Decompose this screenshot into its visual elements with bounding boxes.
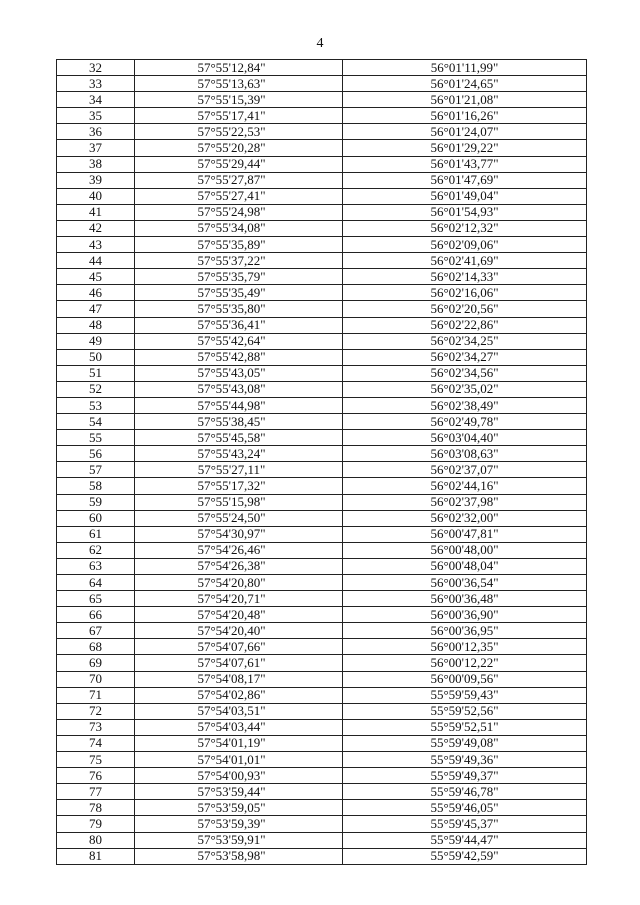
latitude-cell: 57°53'58,98" — [135, 848, 343, 864]
table-row — [57, 639, 587, 655]
point-number-cell: 66 — [57, 607, 135, 623]
point-number-cell: 81 — [57, 848, 135, 864]
point-number-cell: 72 — [57, 703, 135, 719]
longitude-cell: 56°02'49,78" — [343, 414, 587, 430]
latitude-cell: 57°54'20,80" — [135, 575, 343, 591]
point-number-cell: 50 — [57, 349, 135, 365]
longitude-cell: 56°00'36,48" — [343, 591, 587, 607]
latitude-cell: 57°55'34,08" — [135, 220, 343, 236]
point-number-cell: 60 — [57, 510, 135, 526]
point-number-cell: 76 — [57, 768, 135, 784]
longitude-cell: 56°00'36,90" — [343, 607, 587, 623]
point-number-cell: 57 — [57, 462, 135, 478]
table-row — [57, 526, 587, 542]
longitude-cell: 56°01'21,08" — [343, 92, 587, 108]
table-row — [57, 301, 587, 317]
longitude-cell: 56°00'48,00" — [343, 542, 587, 558]
point-number-cell: 67 — [57, 623, 135, 639]
point-number-cell: 63 — [57, 558, 135, 574]
longitude-cell: 56°02'22,86" — [343, 317, 587, 333]
table-row — [57, 414, 587, 430]
longitude-cell: 55°59'42,59" — [343, 848, 587, 864]
point-number-cell: 49 — [57, 333, 135, 349]
table-row — [57, 172, 587, 188]
table-row — [57, 269, 587, 285]
longitude-cell: 56°03'04,40" — [343, 430, 587, 446]
point-number-cell: 70 — [57, 671, 135, 687]
latitude-cell: 57°55'22,53" — [135, 124, 343, 140]
latitude-cell: 57°55'42,88" — [135, 349, 343, 365]
point-number-cell: 51 — [57, 365, 135, 381]
latitude-cell: 57°55'15,39" — [135, 92, 343, 108]
longitude-cell: 56°02'37,07" — [343, 462, 587, 478]
table-row — [57, 220, 587, 236]
table-row — [57, 494, 587, 510]
coordinates-table-body — [57, 60, 587, 865]
table-row — [57, 92, 587, 108]
latitude-cell: 57°55'35,49" — [135, 285, 343, 301]
longitude-cell: 56°01'47,69" — [343, 172, 587, 188]
table-row — [57, 510, 587, 526]
longitude-cell: 55°59'59,43" — [343, 687, 587, 703]
table-row — [57, 60, 587, 76]
table-row — [57, 591, 587, 607]
longitude-cell: 56°01'43,77" — [343, 156, 587, 172]
point-number-cell: 53 — [57, 397, 135, 413]
point-number-cell: 46 — [57, 285, 135, 301]
point-number-cell: 58 — [57, 478, 135, 494]
longitude-cell: 56°02'12,32" — [343, 220, 587, 236]
page-number: 4 — [316, 36, 324, 51]
table-row — [57, 204, 587, 220]
table-row — [57, 687, 587, 703]
point-number-cell: 39 — [57, 172, 135, 188]
longitude-cell: 55°59'49,37" — [343, 768, 587, 784]
point-number-cell: 80 — [57, 832, 135, 848]
point-number-cell: 64 — [57, 575, 135, 591]
table-row — [57, 253, 587, 269]
longitude-cell: 56°01'54,93" — [343, 204, 587, 220]
point-number-cell: 47 — [57, 301, 135, 317]
table-row — [57, 76, 587, 92]
latitude-cell: 57°55'24,50" — [135, 510, 343, 526]
table-row — [57, 108, 587, 124]
point-number-cell: 78 — [57, 800, 135, 816]
table-row — [57, 237, 587, 253]
longitude-cell: 56°02'20,56" — [343, 301, 587, 317]
latitude-cell: 57°55'43,08" — [135, 381, 343, 397]
latitude-cell: 57°55'17,32" — [135, 478, 343, 494]
latitude-cell: 57°54'07,66" — [135, 639, 343, 655]
table-row — [57, 832, 587, 848]
longitude-cell: 55°59'52,56" — [343, 703, 587, 719]
point-number-cell: 74 — [57, 735, 135, 751]
latitude-cell: 57°54'26,46" — [135, 542, 343, 558]
latitude-cell: 57°55'27,11" — [135, 462, 343, 478]
latitude-cell: 57°54'02,86" — [135, 687, 343, 703]
longitude-cell: 55°59'44,47" — [343, 832, 587, 848]
latitude-cell: 57°54'03,44" — [135, 719, 343, 735]
point-number-cell: 42 — [57, 220, 135, 236]
latitude-cell: 57°55'35,80" — [135, 301, 343, 317]
table-row — [57, 655, 587, 671]
point-number-cell: 69 — [57, 655, 135, 671]
table-row — [57, 478, 587, 494]
point-number-cell: 71 — [57, 687, 135, 703]
longitude-cell: 55°59'46,05" — [343, 800, 587, 816]
latitude-cell: 57°54'26,38" — [135, 558, 343, 574]
latitude-cell: 57°54'08,17" — [135, 671, 343, 687]
longitude-cell: 56°02'34,56" — [343, 365, 587, 381]
point-number-cell: 38 — [57, 156, 135, 172]
latitude-cell: 57°54'03,51" — [135, 703, 343, 719]
point-number-cell: 65 — [57, 591, 135, 607]
latitude-cell: 57°55'27,87" — [135, 172, 343, 188]
point-number-cell: 77 — [57, 784, 135, 800]
latitude-cell: 57°54'01,01" — [135, 752, 343, 768]
latitude-cell: 57°55'45,58" — [135, 430, 343, 446]
latitude-cell: 57°54'20,40" — [135, 623, 343, 639]
longitude-cell: 56°00'36,95" — [343, 623, 587, 639]
latitude-cell: 57°54'30,97" — [135, 526, 343, 542]
point-number-cell: 61 — [57, 526, 135, 542]
longitude-cell: 56°02'41,69" — [343, 253, 587, 269]
table-row — [57, 349, 587, 365]
longitude-cell: 56°00'12,22" — [343, 655, 587, 671]
latitude-cell: 57°54'20,71" — [135, 591, 343, 607]
table-row — [57, 848, 587, 864]
point-number-cell: 41 — [57, 204, 135, 220]
point-number-cell: 73 — [57, 719, 135, 735]
point-number-cell: 44 — [57, 253, 135, 269]
point-number-cell: 68 — [57, 639, 135, 655]
table-row — [57, 446, 587, 462]
latitude-cell: 57°55'44,98" — [135, 397, 343, 413]
point-number-cell: 55 — [57, 430, 135, 446]
point-number-cell: 48 — [57, 317, 135, 333]
latitude-cell: 57°54'01,19" — [135, 735, 343, 751]
table-row — [57, 285, 587, 301]
longitude-cell: 56°02'34,25" — [343, 333, 587, 349]
latitude-cell: 57°55'43,24" — [135, 446, 343, 462]
longitude-cell: 56°02'14,33" — [343, 269, 587, 285]
point-number-cell: 54 — [57, 414, 135, 430]
longitude-cell: 56°00'48,04" — [343, 558, 587, 574]
latitude-cell: 57°53'59,05" — [135, 800, 343, 816]
longitude-cell: 56°00'09,56" — [343, 671, 587, 687]
point-number-cell: 75 — [57, 752, 135, 768]
latitude-cell: 57°53'59,91" — [135, 832, 343, 848]
table-row — [57, 317, 587, 333]
latitude-cell: 57°55'35,89" — [135, 237, 343, 253]
latitude-cell: 57°53'59,44" — [135, 784, 343, 800]
table-row — [57, 607, 587, 623]
point-number-cell: 36 — [57, 124, 135, 140]
table-row — [57, 381, 587, 397]
table-row — [57, 735, 587, 751]
longitude-cell: 55°59'52,51" — [343, 719, 587, 735]
latitude-cell: 57°55'12,84" — [135, 60, 343, 76]
point-number-cell: 34 — [57, 92, 135, 108]
point-number-cell: 33 — [57, 76, 135, 92]
longitude-cell: 56°00'47,81" — [343, 526, 587, 542]
table-row — [57, 784, 587, 800]
longitude-cell: 55°59'46,78" — [343, 784, 587, 800]
longitude-cell: 56°01'11,99" — [343, 60, 587, 76]
table-row — [57, 671, 587, 687]
latitude-cell: 57°55'29,44" — [135, 156, 343, 172]
table-row — [57, 752, 587, 768]
table-row — [57, 558, 587, 574]
point-number-cell: 45 — [57, 269, 135, 285]
point-number-cell: 56 — [57, 446, 135, 462]
point-number-cell: 40 — [57, 188, 135, 204]
latitude-cell: 57°55'38,45" — [135, 414, 343, 430]
latitude-cell: 57°55'27,41" — [135, 188, 343, 204]
table-row — [57, 768, 587, 784]
point-number-cell: 52 — [57, 381, 135, 397]
point-number-cell: 32 — [57, 60, 135, 76]
latitude-cell: 57°55'42,64" — [135, 333, 343, 349]
longitude-cell: 56°02'34,27" — [343, 349, 587, 365]
table-row — [57, 140, 587, 156]
table-row — [57, 703, 587, 719]
longitude-cell: 56°01'24,07" — [343, 124, 587, 140]
coordinates-table — [56, 59, 587, 865]
latitude-cell: 57°55'24,98" — [135, 204, 343, 220]
longitude-cell: 56°02'32,00" — [343, 510, 587, 526]
longitude-cell: 56°01'24,65" — [343, 76, 587, 92]
point-number-cell: 79 — [57, 816, 135, 832]
table-row — [57, 800, 587, 816]
latitude-cell: 57°54'20,48" — [135, 607, 343, 623]
table-row — [57, 397, 587, 413]
table-row — [57, 430, 587, 446]
latitude-cell: 57°55'15,98" — [135, 494, 343, 510]
table-row — [57, 156, 587, 172]
longitude-cell: 56°03'08,63" — [343, 446, 587, 462]
table-row — [57, 623, 587, 639]
latitude-cell: 57°55'20,28" — [135, 140, 343, 156]
table-row — [57, 816, 587, 832]
longitude-cell: 56°02'35,02" — [343, 381, 587, 397]
table-row — [57, 575, 587, 591]
latitude-cell: 57°54'07,61" — [135, 655, 343, 671]
table-row — [57, 333, 587, 349]
latitude-cell: 57°55'37,22" — [135, 253, 343, 269]
longitude-cell: 56°02'37,98" — [343, 494, 587, 510]
longitude-cell: 56°02'44,16" — [343, 478, 587, 494]
point-number-cell: 59 — [57, 494, 135, 510]
longitude-cell: 55°59'45,37" — [343, 816, 587, 832]
point-number-cell: 35 — [57, 108, 135, 124]
table-row — [57, 462, 587, 478]
latitude-cell: 57°55'36,41" — [135, 317, 343, 333]
table-row — [57, 542, 587, 558]
table-row — [57, 188, 587, 204]
point-number-cell: 62 — [57, 542, 135, 558]
latitude-cell: 57°55'13,63" — [135, 76, 343, 92]
latitude-cell: 57°53'59,39" — [135, 816, 343, 832]
latitude-cell: 57°55'35,79" — [135, 269, 343, 285]
point-number-cell: 37 — [57, 140, 135, 156]
longitude-cell: 56°00'12,35" — [343, 639, 587, 655]
latitude-cell: 57°54'00,93" — [135, 768, 343, 784]
point-number-cell: 43 — [57, 237, 135, 253]
latitude-cell: 57°55'17,41" — [135, 108, 343, 124]
longitude-cell: 56°02'16,06" — [343, 285, 587, 301]
longitude-cell: 56°02'09,06" — [343, 237, 587, 253]
longitude-cell: 56°00'36,54" — [343, 575, 587, 591]
latitude-cell: 57°55'43,05" — [135, 365, 343, 381]
longitude-cell: 55°59'49,36" — [343, 752, 587, 768]
longitude-cell: 56°01'16,26" — [343, 108, 587, 124]
table-row — [57, 365, 587, 381]
longitude-cell: 56°01'29,22" — [343, 140, 587, 156]
longitude-cell: 55°59'49,08" — [343, 735, 587, 751]
table-row — [57, 719, 587, 735]
longitude-cell: 56°02'38,49" — [343, 397, 587, 413]
longitude-cell: 56°01'49,04" — [343, 188, 587, 204]
table-row — [57, 124, 587, 140]
